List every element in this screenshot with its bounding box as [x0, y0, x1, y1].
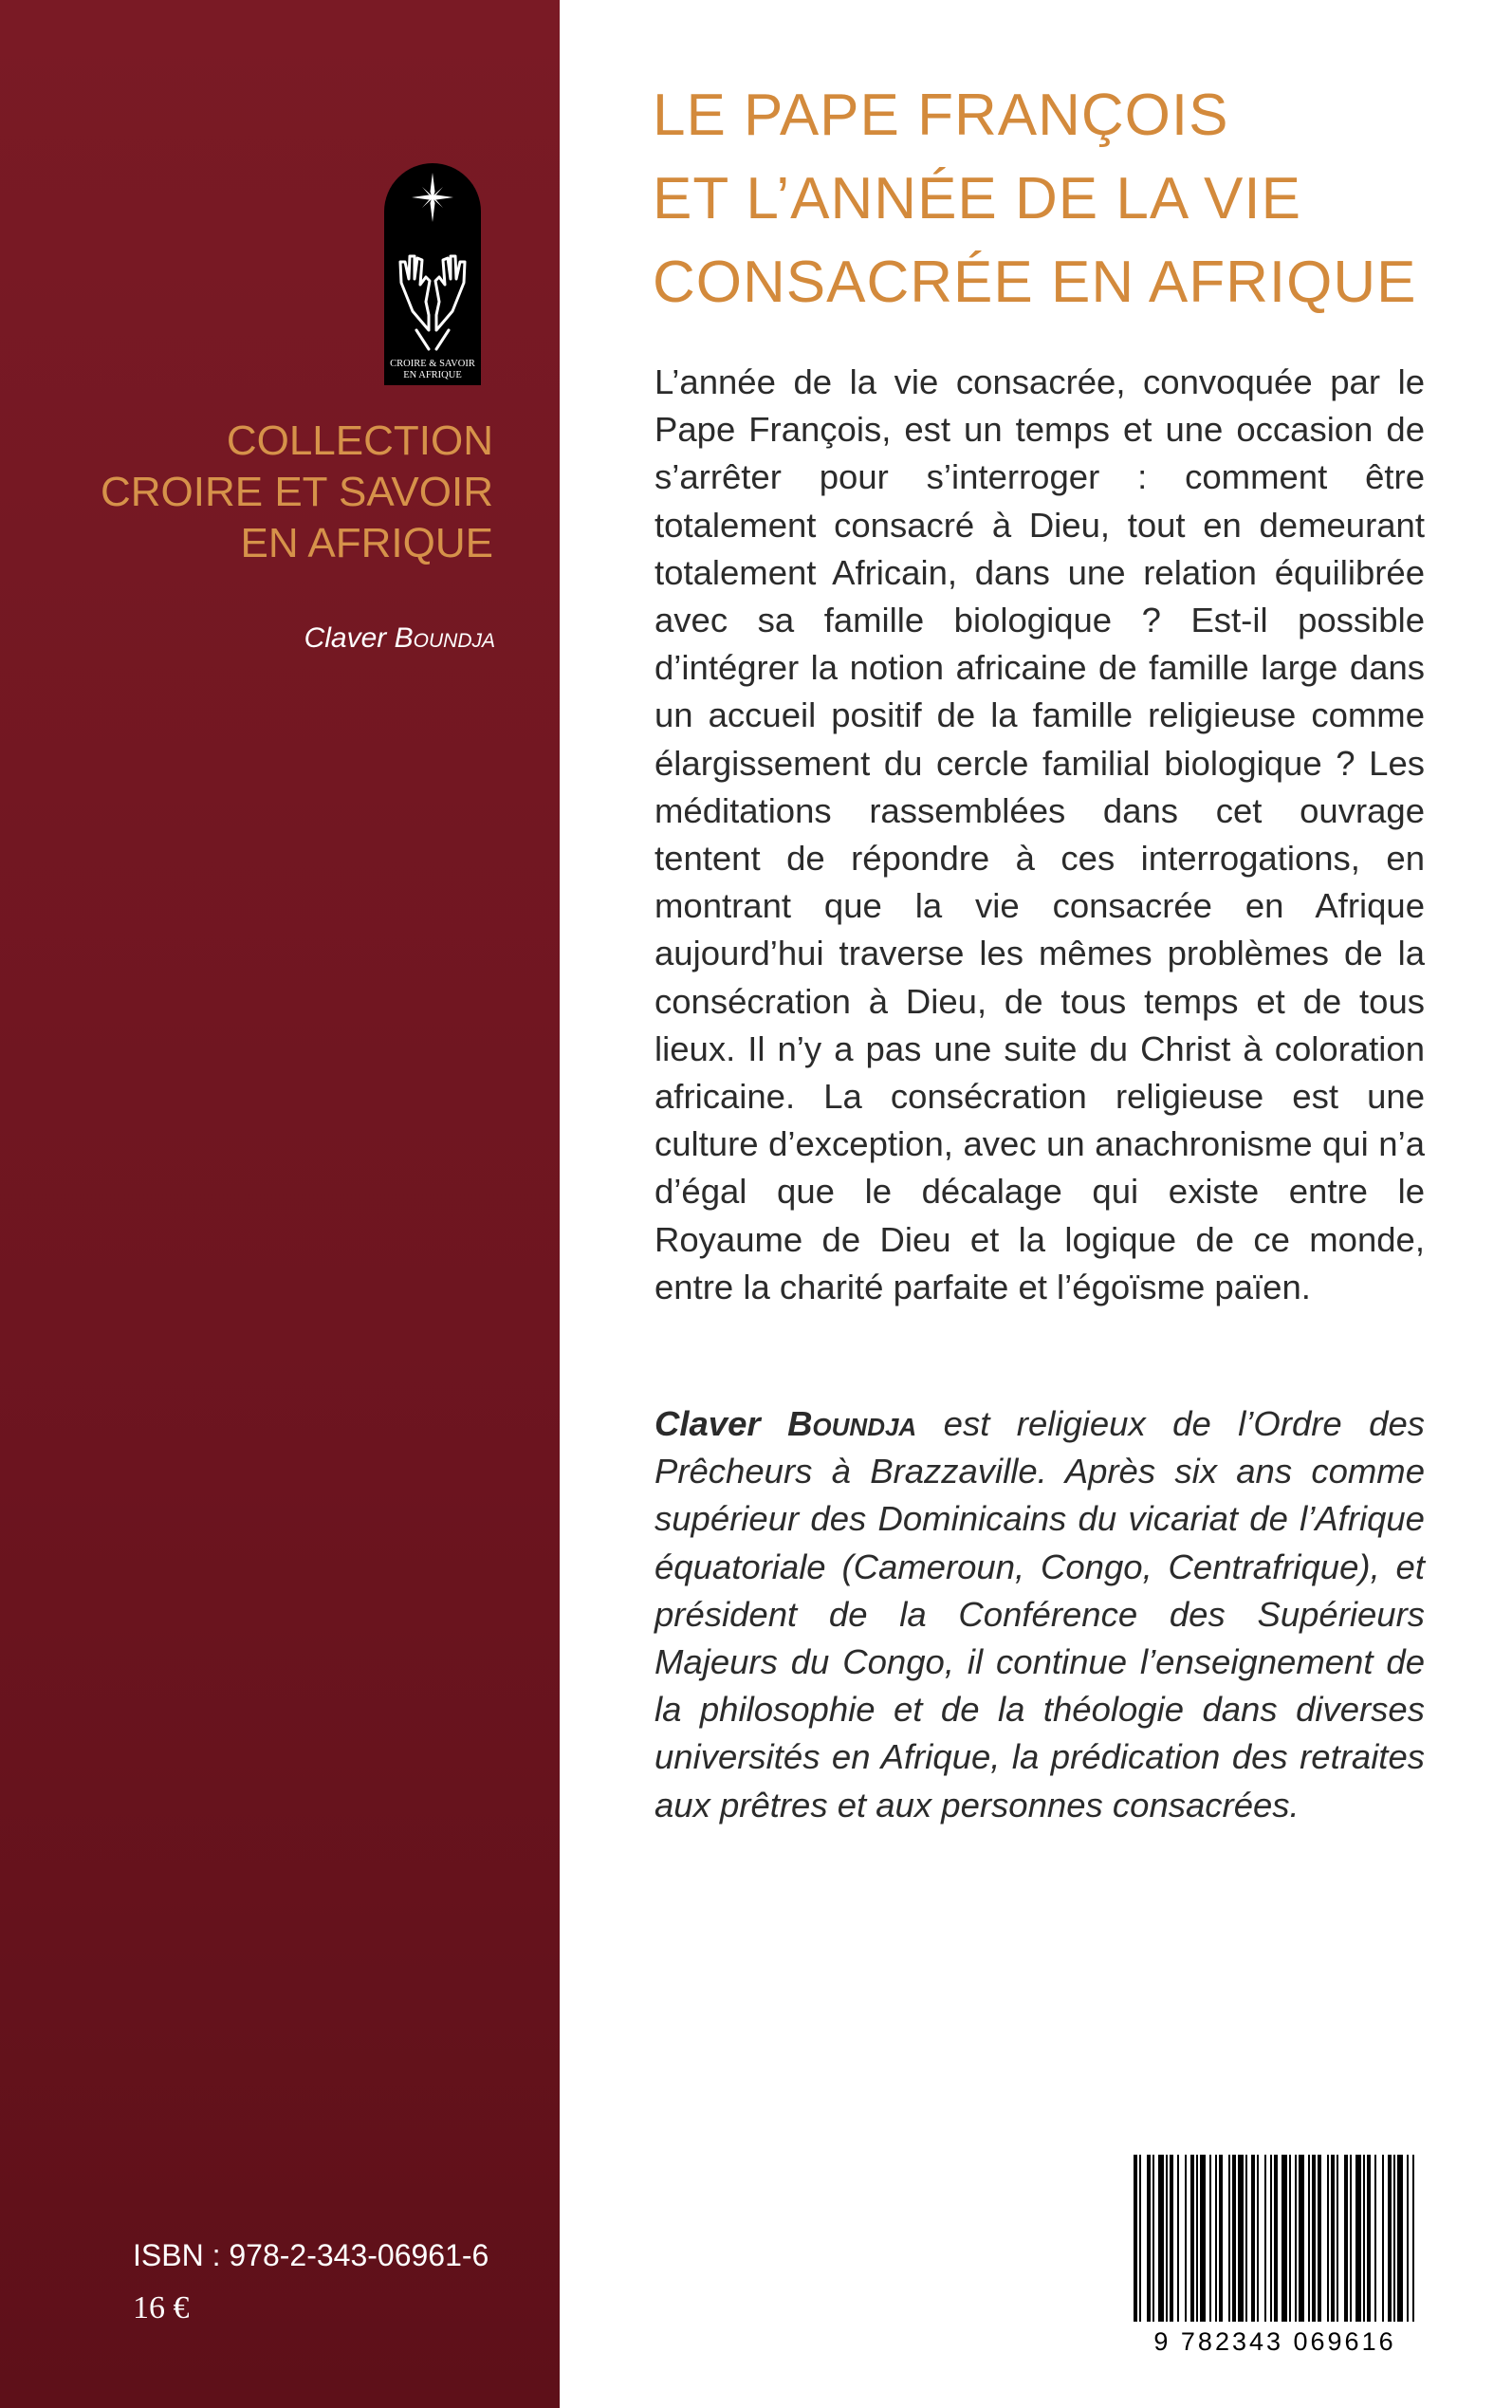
- barcode-digits: 9 782343 069616: [1153, 2327, 1396, 2356]
- logo-text-line1: CROIRE & SAVOIR: [390, 359, 475, 369]
- bio-last-name: Boundja: [787, 1404, 917, 1443]
- collection-logo: [384, 163, 481, 385]
- barcode-bars: [1124, 2149, 1426, 2329]
- author-last-name: Boundja: [394, 622, 495, 654]
- title-line1: LE PAPE FRANÇOIS: [653, 83, 1229, 148]
- bio-text: est religieux de l’Ordre des Prêcheurs à Brazzaville. Après six ans comme supérieur des Dominicains du vicariat de l’Afrique équatoriale (Cameroun, Congo, Centrafrique), et président de la Conférence des Supérieurs Majeurs du Congo, il continue l’enseignement de la philosophie et de la théologie dans diverses universités en Afrique, la prédication des retraites aux prêtres et aux personnes consacrées.: [655, 1404, 1425, 1825]
- isbn: ISBN : 978-2-343-06961-6: [133, 2238, 489, 2272]
- left-panel: [0, 0, 560, 2408]
- title-line3: CONSACRÉE EN AFRIQUE: [653, 250, 1417, 315]
- collection-line3: EN AFRIQUE: [240, 520, 493, 566]
- price: 16 €: [133, 2290, 190, 2325]
- title-line2: ET L’ANNÉE DE LA VIE: [653, 166, 1301, 232]
- collection-line1: COLLECTION: [226, 417, 493, 464]
- bio-first-name: Claver: [655, 1404, 761, 1443]
- book-title: [653, 74, 1468, 324]
- book-summary: L’année de la vie consacrée, convoquée par le Pape François, est un temps et une occasion de s’arrêter pour s’interroger : comment être totalement consacré à Dieu, tout en demeurant totalement Africain, dans une relation équilibrée avec sa famille biologique ? Est-il possible d’intégrer la notion africaine de famille large dans un accueil positif de la famille religieuse comme élargissement du cercle familial biologique ? Les méditations rassemblées dans cet ouvrage tentent de répondre à ces interrogations, en montrant que la vie consacrée en Afrique aujourd’hui traverse les mêmes problèmes de la consécration à Dieu, de tous temps et de tous lieux. Il n’y a pas une suite du Christ à coloration africaine. La consécration religieuse est une culture d’exception, avec un anachronisme qui n’a d’égal que le décalage qui existe entre le Royaume de Dieu et la logique de ce monde, entre la charité parfaite et l’égoïsme païen.: [655, 362, 1425, 1306]
- collection-name: [57, 416, 493, 569]
- logo-text-line2: EN AFRIQUE: [403, 370, 462, 380]
- author-first-name: Claver: [304, 622, 387, 654]
- author-bio: [655, 1400, 1425, 1829]
- barcode: [1124, 2149, 1426, 2356]
- collection-line2: CROIRE ET SAVOIR: [100, 469, 493, 515]
- bio-author-name: [655, 1404, 916, 1443]
- author-name-left: [57, 622, 495, 655]
- star-hands-icon: [384, 163, 481, 385]
